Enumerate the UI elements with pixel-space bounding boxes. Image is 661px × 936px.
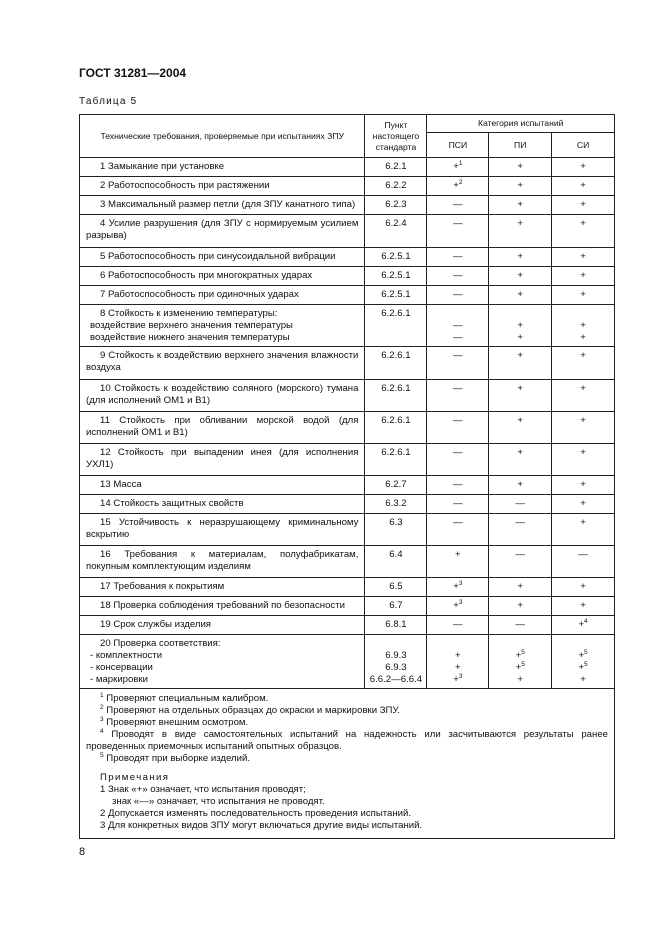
cell-mark: —	[453, 350, 463, 361]
si-cell	[552, 616, 615, 635]
requirement-cell	[80, 380, 365, 412]
pi-cell	[489, 248, 552, 267]
clause-value: 6.3.2	[385, 498, 407, 509]
cell-mark: +	[580, 332, 586, 343]
requirement-subitem: воздействие верхнего значения температуры	[90, 320, 293, 331]
cell-mark: +	[515, 650, 522, 661]
table-row	[80, 514, 615, 546]
pi-cell	[489, 514, 552, 546]
cell-mark: —	[453, 415, 463, 426]
page-number: 8	[79, 846, 86, 858]
pi-cell	[489, 412, 552, 444]
table-row	[80, 444, 615, 476]
requirement-text: 11 Стойкость при обливании морской водой (для исполнений ОМ1 и В1)	[86, 415, 359, 438]
requirement-text: 18 Проверка соблюдения требований по безопасности	[100, 600, 345, 611]
cell-mark: —	[453, 447, 463, 458]
si-cell	[552, 546, 615, 578]
si-cell	[552, 444, 615, 476]
clause-cell	[365, 597, 427, 616]
requirement-cell	[80, 616, 365, 635]
clause-value: 6.2.6.1	[381, 447, 411, 458]
requirement-cell	[80, 546, 365, 578]
cell-mark: +	[517, 383, 523, 394]
clause-cell	[365, 196, 427, 215]
footnote-ref: 5	[521, 661, 525, 668]
requirement-cell	[80, 514, 365, 546]
cell-line	[491, 662, 549, 674]
requirement-text: 9 Стойкость к воздействию верхнего значения влажности воздуха	[86, 350, 359, 373]
footnote	[86, 693, 608, 705]
psi-cell	[427, 578, 489, 597]
cell-mark: +	[580, 600, 586, 611]
si-cell	[552, 635, 615, 689]
requirement-text: 7 Работоспособность при одиночных ударах	[100, 289, 299, 300]
psi-cell	[427, 177, 489, 196]
pi-cell	[489, 495, 552, 514]
clause-cell	[365, 248, 427, 267]
pi-cell	[489, 380, 552, 412]
footnote-ref: 3	[458, 599, 463, 606]
psi-cell	[427, 215, 489, 248]
pi-cell	[489, 196, 552, 215]
clause-cell	[365, 412, 427, 444]
cell-line	[429, 674, 486, 686]
si-cell	[552, 495, 615, 514]
pi-cell	[489, 476, 552, 495]
clause-cell	[365, 347, 427, 380]
cell-mark: +	[580, 447, 586, 458]
cell-mark: +	[517, 320, 523, 331]
cell-line	[429, 332, 486, 344]
cell-mark: +	[580, 415, 586, 426]
psi-cell	[427, 546, 489, 578]
clause-value: 6.9.3	[385, 650, 407, 661]
si-cell	[552, 514, 615, 546]
cell-line	[429, 320, 486, 332]
cell-mark: +	[517, 581, 523, 592]
cell-mark: +	[517, 180, 523, 191]
header-psi: ПСИ	[427, 133, 489, 158]
requirement-text: 16 Требования к материалам, полуфабрикатам, покупным комплектующим изделиям	[86, 549, 359, 572]
requirement-cell	[80, 267, 365, 286]
si-cell	[552, 286, 615, 305]
table-row	[80, 597, 615, 616]
psi-cell	[427, 476, 489, 495]
table-row	[80, 286, 615, 305]
cell-mark: —	[453, 498, 463, 509]
cell-mark: —	[453, 619, 463, 630]
psi-cell	[427, 635, 489, 689]
footnote-text: Проверяют на отдельных образцах до окраски и маркировки ЗПУ.	[106, 705, 400, 716]
requirement-text: 1 Замыкание при установке	[100, 161, 225, 172]
table-footnotes	[80, 689, 615, 839]
pi-cell	[489, 267, 552, 286]
requirement-cell	[80, 578, 365, 597]
cell-mark: +	[517, 218, 523, 229]
clause-value: 6.6.2—6.6.4	[369, 674, 423, 685]
cell-mark: —	[453, 383, 463, 394]
si-cell	[552, 578, 615, 597]
cell-mark: +	[455, 662, 461, 673]
pi-cell	[489, 616, 552, 635]
psi-cell	[427, 597, 489, 616]
requirement-text: 10 Стойкость к воздействию соляного (морского) тумана (для исполнений ОМ1 и В1)	[86, 383, 359, 406]
cell-mark: —	[578, 549, 588, 560]
cell-mark: —	[515, 619, 525, 630]
si-cell	[552, 248, 615, 267]
note-item: 3 Для конкретных видов ЗПУ могут включаться другие виды испытаний.	[100, 820, 423, 831]
pi-cell	[489, 578, 552, 597]
table-row	[80, 196, 615, 215]
cell-mark: +	[517, 251, 523, 262]
clause-value: 6.2.6.1	[381, 383, 411, 394]
cell-line	[429, 650, 486, 662]
cell-mark: +	[517, 161, 523, 172]
table-row	[80, 267, 615, 286]
cell-mark: +	[517, 674, 523, 685]
pi-cell	[489, 158, 552, 177]
requirement-subitem: - маркировки	[90, 674, 149, 685]
requirement-text: 13 Масса	[100, 479, 142, 490]
si-cell	[552, 177, 615, 196]
requirement-subitem: - комплектности	[90, 650, 163, 661]
clause-cell	[365, 177, 427, 196]
cell-mark: —	[515, 517, 525, 528]
cell-mark: +	[578, 650, 585, 661]
clause-value: 6.2.1	[385, 161, 407, 172]
pi-cell	[489, 444, 552, 476]
cell-mark: +	[453, 674, 459, 685]
cell-mark: +	[517, 199, 523, 210]
clause-value: 6.4	[389, 549, 403, 560]
footnote-ref: 5	[584, 649, 588, 656]
spacer	[491, 308, 549, 320]
footnote-text: Проверяют внешним осмотром.	[106, 717, 249, 728]
clause-value: 6.8.1	[385, 619, 407, 630]
cell-mark: —	[453, 332, 463, 343]
clause-cell	[365, 616, 427, 635]
table-row	[80, 476, 615, 495]
requirement-cell	[80, 215, 365, 248]
cell-mark: +	[517, 270, 523, 281]
cell-mark: —	[453, 270, 463, 281]
pi-cell	[489, 597, 552, 616]
clause-cell	[365, 286, 427, 305]
spacer	[429, 308, 486, 320]
requirement-cell	[80, 495, 365, 514]
table-caption	[79, 96, 136, 107]
spacer	[429, 638, 486, 650]
requirement-text: 2 Работоспособность при растяжении	[100, 180, 270, 191]
footnote	[86, 753, 608, 765]
table-row	[80, 347, 615, 380]
requirement-text: 17 Требования к покрытиям	[100, 581, 225, 592]
si-cell	[552, 267, 615, 286]
si-cell	[552, 158, 615, 177]
requirement-text: 15 Устойчивость к неразрушающему криминальному вскрытию	[86, 517, 359, 540]
footnote	[86, 705, 608, 717]
table-row	[80, 635, 615, 689]
footnote-number: 2	[100, 704, 104, 711]
clause-value: 6.2.5.1	[381, 270, 411, 281]
table-row	[80, 412, 615, 444]
si-cell	[552, 476, 615, 495]
table-row	[80, 215, 615, 248]
cell-mark: —	[453, 320, 463, 331]
requirement-subitem: воздействие нижнего значения температуры	[90, 332, 290, 343]
note-item: 1 Знак «+» означает, что испытания проводят;	[100, 784, 306, 795]
si-cell	[552, 597, 615, 616]
footnote	[86, 717, 608, 729]
cell-mark: +	[517, 600, 523, 611]
cell-line	[491, 674, 549, 686]
header-clause: Пункт настоящего стандарта	[365, 115, 427, 158]
document-header: ГОСТ 31281—2004	[79, 66, 187, 80]
clause-value: 6.7	[389, 600, 403, 611]
cell-mark: —	[453, 289, 463, 300]
cell-mark: —	[515, 549, 525, 560]
requirement-text: 12 Стойкость при выпадении инея (для исполнения УХЛ1)	[86, 447, 359, 470]
table-caption-number: 5	[130, 96, 137, 107]
pi-cell	[489, 286, 552, 305]
si-cell	[552, 305, 615, 347]
footnote-ref: 2	[458, 179, 463, 186]
clause-cell	[365, 380, 427, 412]
notes-title: Примечания	[100, 772, 170, 783]
pi-cell	[489, 177, 552, 196]
requirement-text: 4 Усилие разрушения (для ЗПУ с нормируемым усилием разрыва)	[86, 218, 359, 241]
cell-mark: +	[453, 180, 459, 191]
header-pi: ПИ	[489, 133, 552, 158]
footnote-number: 3	[100, 716, 104, 723]
psi-cell	[427, 286, 489, 305]
requirement-cell	[80, 412, 365, 444]
cell-mark: +	[580, 517, 586, 528]
cell-mark: +	[580, 498, 586, 509]
table-row	[80, 158, 615, 177]
cell-mark: +	[455, 650, 461, 661]
cell-mark: +	[515, 662, 522, 673]
requirement-cell	[80, 347, 365, 380]
table-row	[80, 305, 615, 347]
footnote-ref: 3	[458, 673, 463, 680]
clause-value: 6.2.5.1	[381, 251, 411, 262]
table-row	[80, 248, 615, 267]
requirement-subitem: - консервации	[90, 662, 153, 673]
note-item: 2 Допускается изменять последовательность проведения испытаний.	[100, 808, 412, 819]
requirement-cell	[80, 444, 365, 476]
footnote-number: 5	[100, 752, 104, 759]
psi-cell	[427, 412, 489, 444]
requirement-text: 14 Стойкость защитных свойств	[100, 498, 244, 509]
table-row	[80, 616, 615, 635]
pi-cell	[489, 546, 552, 578]
requirement-text: 20 Проверка соответствия:	[100, 638, 221, 649]
requirement-cell	[80, 476, 365, 495]
pi-cell	[489, 635, 552, 689]
cell-mark: +	[580, 289, 586, 300]
clause-cell	[365, 578, 427, 597]
cell-mark: +	[580, 350, 586, 361]
cell-mark: +	[580, 218, 586, 229]
cell-mark: +	[580, 581, 586, 592]
cell-mark: +	[517, 415, 523, 426]
requirement-cell	[80, 158, 365, 177]
clause-value: 6.2.3	[385, 199, 407, 210]
psi-cell	[427, 158, 489, 177]
psi-cell	[427, 380, 489, 412]
clause-value: 6.2.6.1	[381, 415, 411, 426]
cell-mark: —	[453, 199, 463, 210]
requirement-text: 6 Работоспособность при многократных ударах	[100, 270, 313, 281]
cell-mark: +	[580, 270, 586, 281]
cell-mark: +	[517, 289, 523, 300]
psi-cell	[427, 305, 489, 347]
requirement-cell	[80, 286, 365, 305]
cell-mark: +	[517, 447, 523, 458]
cell-mark: —	[453, 479, 463, 490]
cell-mark: +	[580, 383, 586, 394]
si-cell	[552, 347, 615, 380]
clause-cell	[365, 305, 427, 347]
cell-line	[554, 320, 612, 332]
pi-cell	[489, 215, 552, 248]
table-caption-label: Таблица	[79, 96, 127, 107]
cell-mark: +	[453, 600, 459, 611]
clause-cell	[365, 514, 427, 546]
note-item: знак «—» означает, что испытания не проводят.	[112, 796, 325, 807]
cell-mark: +	[580, 199, 586, 210]
si-cell	[552, 196, 615, 215]
clause-cell	[365, 476, 427, 495]
header-category: Категория испытаний	[427, 115, 615, 133]
footnote-text: Проводят в виде самостоятельных испытаний на надежность или засчитываются результаты ранее проведенных приемочных испытаний опытных образцов.	[86, 729, 608, 752]
table-row	[80, 380, 615, 412]
cell-mark: —	[453, 251, 463, 262]
cell-mark: +	[580, 180, 586, 191]
cell-mark: —	[515, 498, 525, 509]
footnote-ref: 3	[458, 580, 463, 587]
requirement-cell	[80, 196, 365, 215]
clause-cell	[365, 635, 427, 689]
spacer	[367, 638, 424, 650]
clause-cell	[365, 215, 427, 248]
table-row	[80, 578, 615, 597]
requirement-cell	[80, 248, 365, 267]
si-cell	[552, 412, 615, 444]
clause-value: 6.2.6.1	[381, 308, 411, 319]
footnote-ref: 5	[584, 661, 588, 668]
psi-cell	[427, 444, 489, 476]
cell-mark: +	[578, 619, 585, 630]
clause-cell	[365, 158, 427, 177]
requirement-text: 8 Стойкость к изменению температуры:	[100, 308, 278, 319]
cell-mark: +	[578, 662, 585, 673]
cell-mark: +	[455, 549, 461, 560]
spacer	[554, 308, 612, 320]
cell-line	[554, 674, 612, 686]
clause-value: 6.2.7	[385, 479, 407, 490]
clause-value: 6.5	[389, 581, 403, 592]
cell-mark: —	[453, 218, 463, 229]
requirement-text: 5 Работоспособность при синусоидальной вибрации	[100, 251, 336, 262]
si-cell	[552, 380, 615, 412]
cell-mark: +	[580, 479, 586, 490]
psi-cell	[427, 196, 489, 215]
psi-cell	[427, 495, 489, 514]
footnote-text: Проверяют специальным калибром.	[106, 693, 269, 704]
cell-line	[491, 332, 549, 344]
clause-value: 6.2.5.1	[381, 289, 411, 300]
psi-cell	[427, 248, 489, 267]
clause-cell	[365, 495, 427, 514]
footnote-ref: 1	[458, 160, 463, 167]
psi-cell	[427, 267, 489, 286]
footnote-number: 1	[100, 692, 104, 699]
cell-mark: +	[580, 674, 586, 685]
requirement-cell	[80, 305, 365, 347]
clause-cell	[365, 444, 427, 476]
psi-cell	[427, 514, 489, 546]
requirement-text: 19 Срок службы изделия	[100, 619, 211, 630]
cell-mark: +	[580, 320, 586, 331]
footnote-ref: 5	[521, 649, 525, 656]
cell-mark: —	[453, 517, 463, 528]
requirement-cell	[80, 635, 365, 689]
table-row	[80, 546, 615, 578]
pi-cell	[489, 347, 552, 380]
footnote	[86, 729, 608, 753]
footnote-ref: 4	[584, 618, 588, 625]
cell-line	[554, 332, 612, 344]
cell-mark: +	[580, 251, 586, 262]
cell-mark: +	[517, 332, 523, 343]
cell-line	[491, 320, 549, 332]
cell-mark: +	[453, 581, 459, 592]
cell-mark: +	[580, 161, 586, 172]
clause-cell	[365, 546, 427, 578]
header-requirements: Технические требования, проверяемые при испытаниях ЗПУ	[80, 115, 365, 158]
clause-value: 6.3	[389, 517, 403, 528]
psi-cell	[427, 347, 489, 380]
requirement-cell	[80, 177, 365, 196]
psi-cell	[427, 616, 489, 635]
si-cell	[552, 215, 615, 248]
clause-value: 6.2.4	[385, 218, 407, 229]
clause-cell	[365, 267, 427, 286]
clause-value: 6.9.3	[385, 662, 407, 673]
requirement-text: 3 Максимальный размер петли (для ЗПУ канатного типа)	[100, 199, 356, 210]
clause-value: 6.2.6.1	[381, 350, 411, 361]
pi-cell	[489, 305, 552, 347]
requirement-cell	[80, 597, 365, 616]
header-si: СИ	[552, 133, 615, 158]
cell-mark: +	[453, 161, 459, 172]
test-requirements-table	[79, 114, 615, 839]
table-row	[80, 177, 615, 196]
cell-mark: +	[517, 479, 523, 490]
footnote-text: Проводят при выборке изделий.	[106, 753, 250, 764]
cell-mark: +	[517, 350, 523, 361]
footnote-number: 4	[100, 728, 104, 735]
table-row	[80, 495, 615, 514]
clause-value: 6.2.2	[385, 180, 407, 191]
cell-line	[554, 662, 612, 674]
